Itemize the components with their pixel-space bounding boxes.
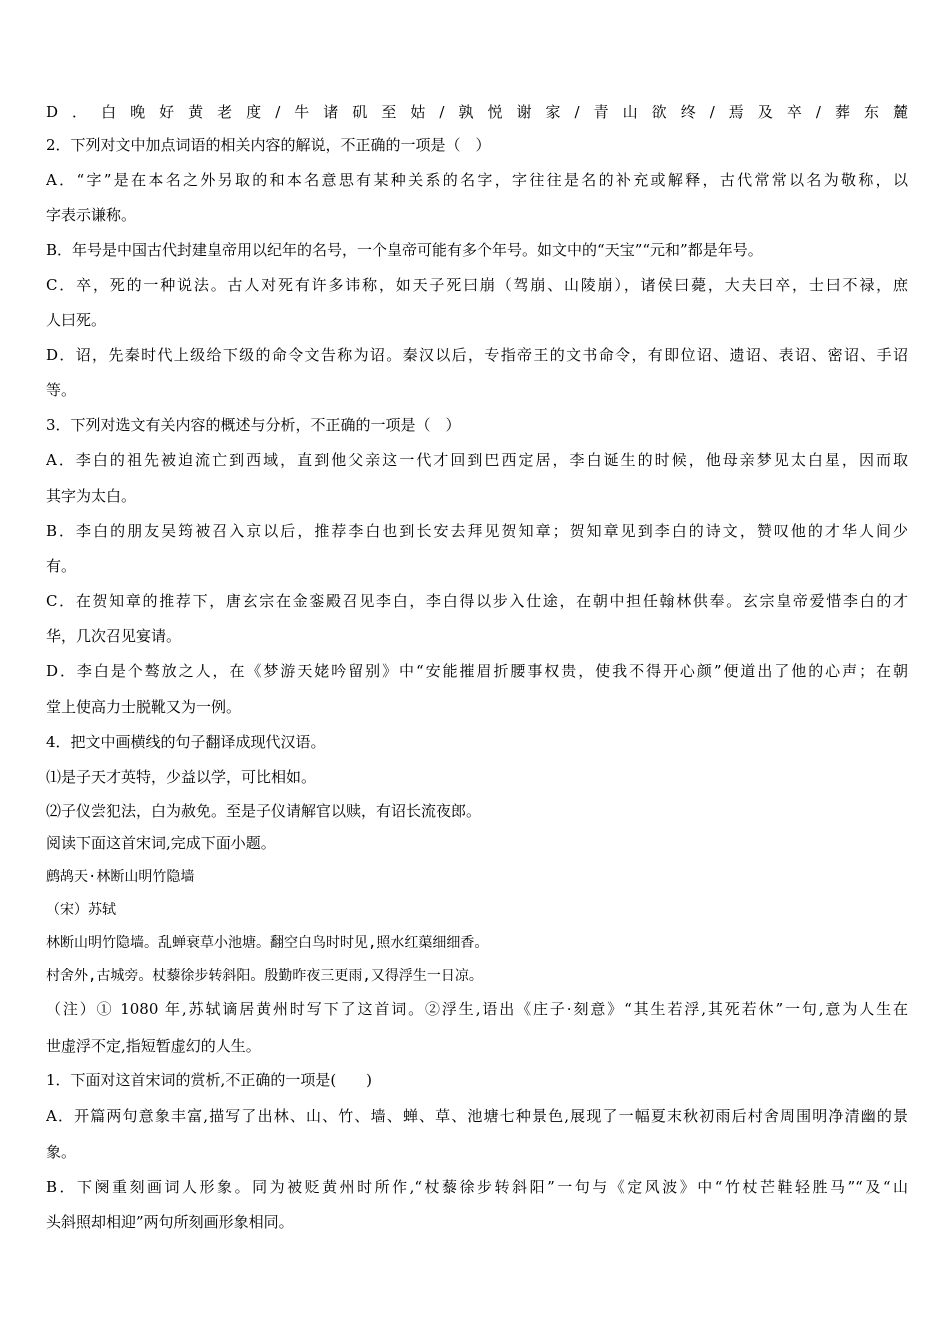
- option-d-line: D．白晚好黄老度/牛诸矶至姑/孰悦谢家/青山欲终/焉及卒/葬东麓: [46, 103, 908, 121]
- pq1-option-a-line2: 象。: [46, 1143, 77, 1161]
- q2-option-a-line2: 字表示谦称。: [46, 206, 137, 224]
- q3-option-a-line2: 其字为太白。: [46, 487, 137, 505]
- q3-option-d-line1: D．李白是个骜放之人，在《梦游天姥吟留别》中“安能摧眉折腰事权贵，使我不得开心颜”便道出了他的心声；在朝: [46, 662, 908, 680]
- q3-option-c-line1: C．在贺知章的推荐下，唐玄宗在金銮殿召见李白，李白得以步入仕途，在朝中担任翰林供奉。玄宗皇帝爱惜李白的才: [46, 592, 908, 610]
- q3-option-c-line2: 华，几次召见宴请。: [46, 627, 182, 645]
- q2-option-a-line1: A．“字”是在本名之外另取的和本名意思有某种关系的名字，字往往是名的补充或解释，古代常常以名为敬称，以: [46, 171, 908, 189]
- q3-option-a-line1: A．李白的祖先被迫流亡到西域，直到他父亲这一代才回到巴西定居，李白诞生的时候，他母亲梦见太白星，因而取: [46, 451, 908, 469]
- q2-option-c-line2: 人曰死。: [46, 311, 107, 329]
- pq1-option-b-line1: B．下阕重刻画词人形象。同为被贬黄州时所作,“杖藜徐步转斜阳”一句与《定风波》中“竹杖芒鞋轻胜马”“及“山: [46, 1178, 908, 1196]
- q3-option-b-line2: 有。: [46, 557, 77, 575]
- pq1-option-a-line1: A．开篇两句意象丰富,描写了出林、山、竹、墙、蝉、草、池塘七种景色,展现了一幅夏末秋初雨后村舍周围明净清幽的景: [46, 1107, 908, 1125]
- question-3: 3．下列对选文有关内容的概述与分析，不正确的一项是（ ）: [46, 416, 461, 434]
- poem-note-line1: （注）① 1080 年,苏轼谪居黄州时写下了这首词。②浮生,语出《庄子·刻意》“其生若浮,其死若休”一句,意为人生在: [46, 1000, 908, 1018]
- q2-option-d-line2: 等。: [46, 381, 77, 399]
- poem-author: （宋）苏轼: [46, 902, 116, 918]
- poem-note-line2: 世虚浮不定,指短暂虚幻的人生。: [46, 1037, 261, 1055]
- q3-option-d-line2: 堂上使高力士脱靴又为一例。: [46, 698, 242, 716]
- q4-item-2: ⑵子仪尝犯法，白为赦免。至是子仪请解官以赎，有诏长流夜郎。: [46, 802, 482, 820]
- q2-option-c-line1: C．卒，死的一种说法。古人对死有许多讳称，如天子死曰崩（驾崩、山陵崩），诸侯曰薨，大夫曰卒，士曰不禄，庶: [46, 276, 908, 294]
- q2-option-b: B．年号是中国古代封建皇帝用以纪年的名号，一个皇帝可能有多个年号。如文中的“天宝”“元和”都是年号。: [46, 241, 763, 259]
- question-2: 2．下列对文中加点词语的相关内容的解说，不正确的一项是（ ）: [46, 136, 491, 154]
- poem-line-2: 村舍外,古城旁。杖藜徐步转斜阳。殷勤昨夜三更雨,又得浮生一日凉。: [46, 968, 483, 984]
- pq1-option-b-line2: 头斜照却相迎”两句所刻画形象相同。: [46, 1213, 294, 1231]
- poem-line-1: 林断山明竹隐墙。乱蝉衰草小池塘。翻空白鸟时时见,照水红蕖细细香。: [46, 935, 489, 951]
- q3-option-b-line1: B．李白的朋友吴筠被召入京以后，推荐李白也到长安去拜见贺知章；贺知章见到李白的诗文，赞叹他的才华人间少: [46, 522, 908, 540]
- question-4: 4．把文中画横线的句子翻译成现代汉语。: [46, 733, 326, 751]
- poem-title: 鹧鸪天·林断山明竹隐墙: [46, 869, 195, 885]
- reading-instruction: 阅读下面这首宋词,完成下面小题。: [46, 834, 276, 852]
- poem-question-1: 1．下面对这首宋词的赏析,不正确的一项是( ): [46, 1071, 373, 1089]
- q4-item-1: ⑴是子天才英特，少益以学，可比相如。: [46, 768, 317, 786]
- q2-option-d-line1: D．诏，先秦时代上级给下级的命令文告称为诏。秦汉以后，专指帝王的文书命令，有即位诏、遗诏、表诏、密诏、手诏: [46, 346, 908, 364]
